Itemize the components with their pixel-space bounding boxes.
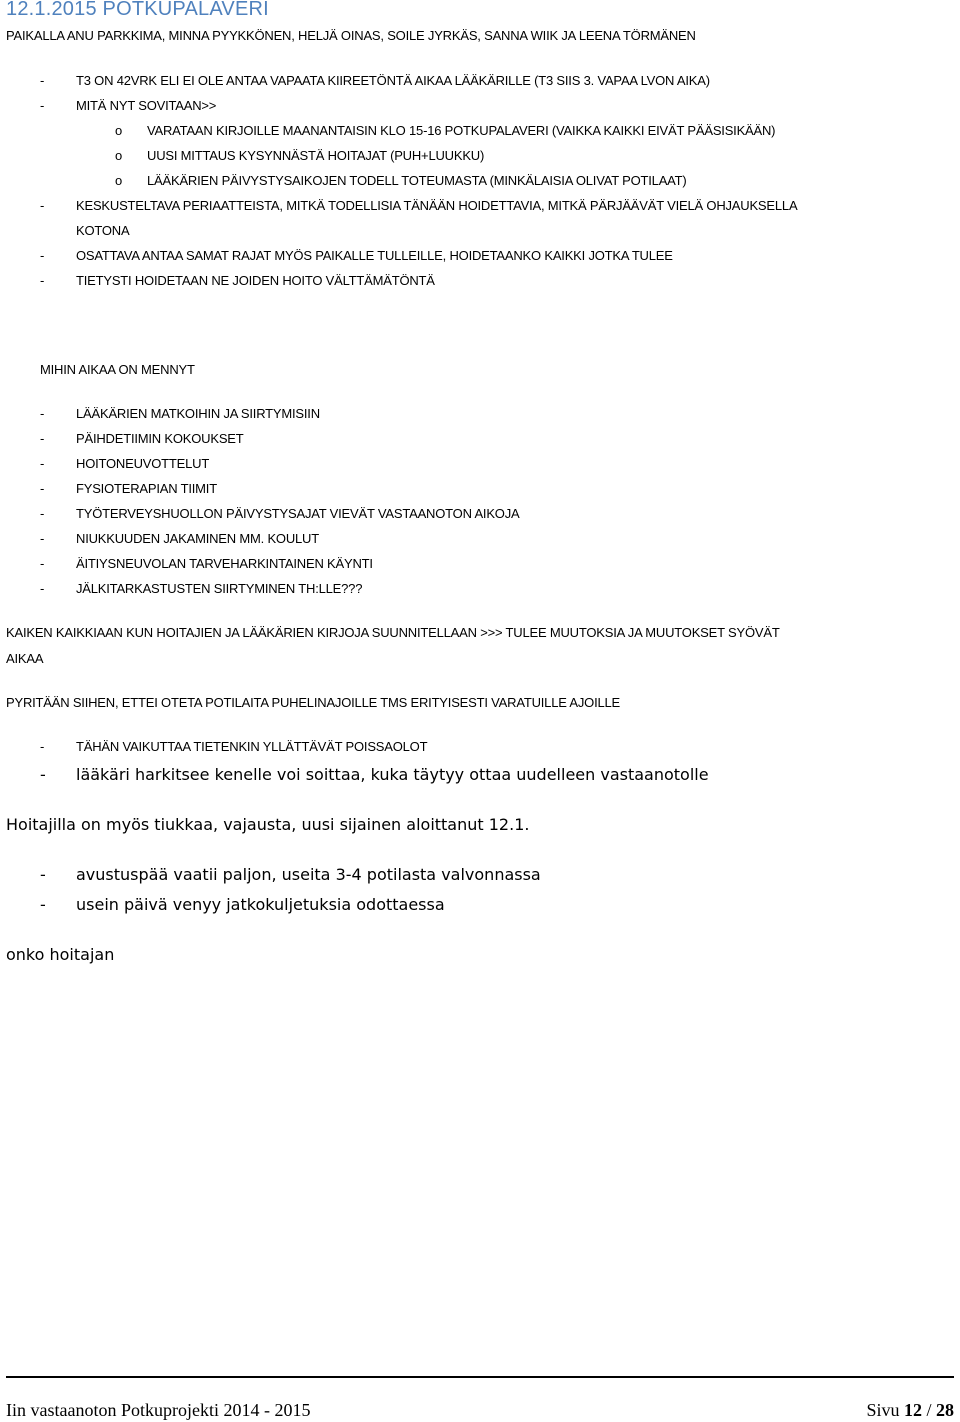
page-separator: / [921,1400,936,1420]
footer-page-number [866,1400,954,1421]
list-item: TIETYSTI HOIDETAAN NE JOIDEN HOITO VÄLTTÄMÄTÖNTÄ [76,273,435,288]
dash-bullet: - [40,765,46,784]
dash-bullet: - [40,456,45,471]
sub-list-item: VARATAAN KIRJOILLE MAANANTAISIN KLO 15-16 POTKUPALAVERI (VAIKKA KAIKKI EIVÄT PÄÄSISIKÄÄN) [147,123,776,138]
dash-bullet: - [40,431,45,446]
paragraph: onko hoitajan [6,945,115,964]
paragraph-continuation: AIKAA [6,651,44,666]
paragraph: KAIKEN KAIKKIAAN KUN HOITAJIEN JA LÄÄKÄRIEN KIRJOJA SUUNNITELLAAN >>> TULEE MUUTOKSIA JA MUUTOKSET SYÖVÄT [6,625,780,640]
sub-list-item: UUSI MITTAUS KYSYNNÄSTÄ HOITAJAT (PUH+LUUKKU) [147,148,485,163]
dash-bullet: - [40,406,45,421]
circle-bullet: o [115,123,123,138]
dash-bullet: - [40,531,45,546]
dash-bullet: - [40,506,45,521]
dash-bullet: - [40,556,45,571]
list-item: ÄITIYSNEUVOLAN TARVEHARKINTAINEN KÄYNTI [76,556,373,571]
dash-bullet: - [40,273,45,288]
list-item: FYSIOTERAPIAN TIIMIT [76,481,217,496]
list-item: lääkäri harkitsee kenelle voi soittaa, kuka täytyy ottaa uudelleen vastaanotolle [76,765,709,784]
list-item: JÄLKITARKASTUSTEN SIIRTYMINEN TH:LLE??? [76,581,363,596]
circle-bullet: o [115,173,123,188]
dash-bullet: - [40,481,45,496]
list-item-continuation: KOTONA [76,223,130,238]
list-item: PÄIHDETIIMIN KOKOUKSET [76,431,244,446]
sub-list-item: LÄÄKÄRIEN PÄIVYSTYSAIKOJEN TODELL TOTEUMASTA (MINKÄLAISIA OLIVAT POTILAAT) [147,173,687,188]
list-item: LÄÄKÄRIEN MATKOIHIN JA SIIRTYMISIIN [76,406,320,421]
list-item: NIUKKUUDEN JAKAMINEN MM. KOULUT [76,531,319,546]
dash-bullet: - [40,73,45,88]
section-heading: MIHIN AIKAA ON MENNYT [40,362,195,377]
footer-project-name: Iin vastaanoton Potkuprojekti 2014 - 2015 [6,1400,311,1420]
page-title: 12.1.2015 POTKUPALAVERI [6,0,269,20]
page-prefix: Sivu [866,1400,904,1420]
list-item: T3 ON 42VRK ELI EI OLE ANTAA VAPAATA KIIREETÖNTÄ AIKAA LÄÄKÄRILLE (T3 SIIS 3. VAPAA LVON AIKA) [76,73,710,88]
dash-bullet: - [40,98,45,113]
page-total: 28 [936,1400,954,1420]
dash-bullet: - [40,865,46,884]
page-current: 12 [903,1400,922,1420]
list-item: OSATTAVA ANTAA SAMAT RAJAT MYÖS PAIKALLE TULLEILLE, HOIDETAANKO KAIKKI JOTKA TULEE [76,248,673,263]
list-item: TYÖTERVEYSHUOLLON PÄIVYSTYSAJAT VIEVÄT VASTAANOTON AIKOJA [76,506,520,521]
list-item: MITÄ NYT SOVITAAN>> [76,98,217,113]
circle-bullet: o [115,148,123,163]
dash-bullet: - [40,895,46,914]
paragraph: PYRITÄÄN SIIHEN, ETTEI OTETA POTILAITA PUHELINAJOILLE TMS ERITYISESTI VARATUILLE AJOILLE [6,695,621,710]
paragraph: Hoitajilla on myös tiukkaa, vajausta, uusi sijainen aloittanut 12.1. [6,815,530,834]
list-item: avustuspää vaatii paljon, useita 3-4 potilasta valvonnassa [76,865,541,884]
footer-divider [6,1376,954,1378]
dash-bullet: - [40,739,45,754]
dash-bullet: - [40,248,45,263]
list-item: KESKUSTELTAVA PERIAATTEISTA, MITKÄ TODELLISIA TÄNÄÄN HOIDETTAVIA, MITKÄ PÄRJÄÄVÄT VIELÄ OHJAUKSELLA [76,198,798,213]
dash-bullet: - [40,198,45,213]
list-item: usein päivä venyy jatkokuljetuksia odottaessa [76,895,445,914]
dash-bullet: - [40,581,45,596]
list-item: TÄHÄN VAIKUTTAA TIETENKIN YLLÄTTÄVÄT POISSAOLOT [76,739,428,754]
list-item: HOITONEUVOTTELUT [76,456,210,471]
attendees-line: PAIKALLA ANU PARKKIMA, MINNA PYYKKÖNEN, HELJÄ OINAS, SOILE JYRKÄS, SANNA WIIK JA LEENA TÖRMÄNEN [6,28,696,43]
